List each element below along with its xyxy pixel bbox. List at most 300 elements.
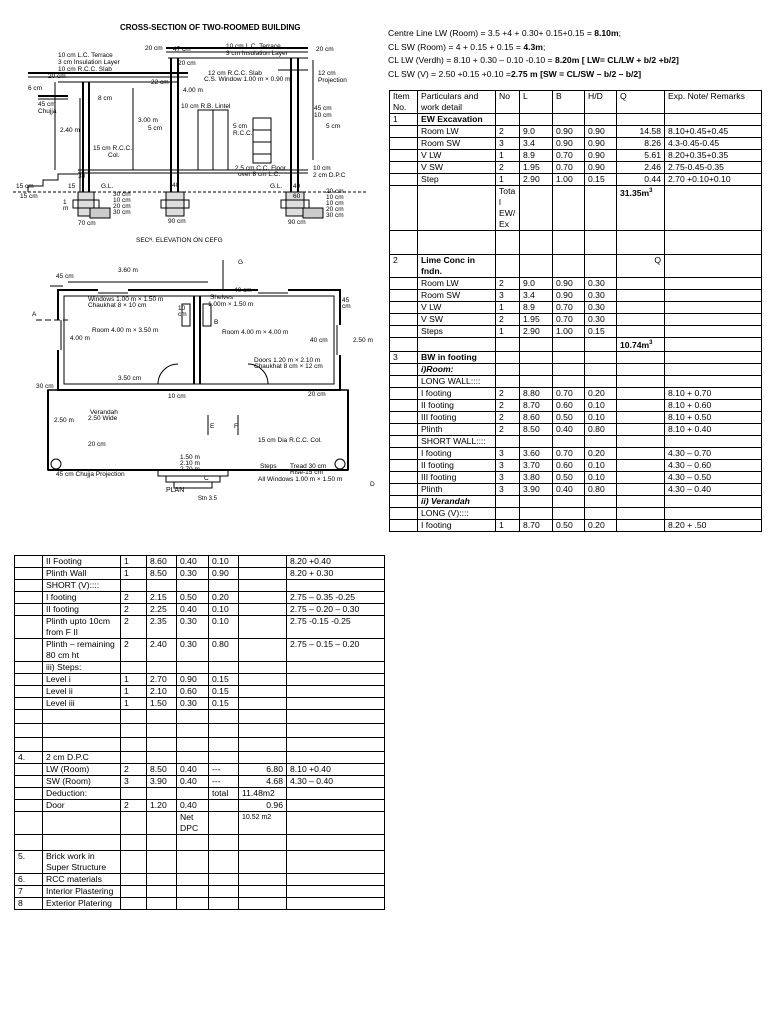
table-cell bbox=[585, 507, 617, 519]
header-cell: Particulars and work detail bbox=[418, 91, 496, 114]
dim-label: 10 cm R.B. Lintel bbox=[181, 103, 231, 110]
table-cell: II Footing bbox=[43, 556, 121, 568]
table-cell: III footing bbox=[418, 411, 496, 423]
table-cell bbox=[617, 435, 665, 447]
table-cell: Plinth bbox=[418, 483, 496, 495]
table-cell bbox=[15, 604, 43, 616]
table-cell: 0.90 bbox=[585, 162, 617, 174]
table-cell bbox=[665, 495, 762, 507]
note-value: 2.75 m [SW = CL/SW – b/2 – b/2] bbox=[510, 68, 642, 79]
dim-label: 30 cm bbox=[326, 212, 344, 219]
table-cell bbox=[390, 471, 418, 483]
header-cell: L bbox=[520, 91, 553, 114]
table-cell bbox=[520, 114, 553, 126]
table-cell bbox=[520, 435, 553, 447]
table-cell bbox=[147, 710, 177, 724]
table-row bbox=[390, 278, 762, 290]
table-cell bbox=[617, 363, 665, 375]
table-cell bbox=[585, 351, 617, 363]
table-row bbox=[390, 423, 762, 435]
plan-label: 45 cm Chujja Projection bbox=[56, 471, 125, 478]
table-cell: 1.20 bbox=[147, 800, 177, 812]
plan-label: 40 cm bbox=[310, 337, 328, 344]
table-cell: 0.70 bbox=[553, 314, 585, 326]
table-row bbox=[15, 710, 385, 724]
plan-label: Shelves bbox=[210, 294, 234, 301]
header-cell: H/D bbox=[585, 91, 617, 114]
table-cell: 2 bbox=[390, 255, 418, 278]
table-cell: 0.80 bbox=[585, 423, 617, 435]
table-row bbox=[390, 302, 762, 314]
table-cell bbox=[553, 435, 585, 447]
table-cell bbox=[287, 812, 385, 835]
plan-label: Chaukhat 8 × 10 cm bbox=[88, 302, 147, 309]
table-cell bbox=[15, 788, 43, 800]
table-cell: 1.00 bbox=[553, 174, 585, 186]
table-cell bbox=[390, 290, 418, 302]
table-cell: 2 bbox=[496, 387, 520, 399]
table-cell: 2.75-0.45-0.35 bbox=[665, 162, 762, 174]
table-cell: 0.10 bbox=[585, 411, 617, 423]
plan-label: A bbox=[32, 311, 37, 318]
table-row bbox=[15, 639, 385, 662]
table-cell: Level ii bbox=[43, 686, 121, 698]
table-cell: 8.10 + 0.60 bbox=[665, 399, 762, 411]
table-cell: $10.74m^3$ bbox=[617, 338, 665, 352]
table-cell bbox=[390, 186, 418, 231]
table-cell bbox=[418, 338, 496, 352]
plan-label: 4.00 m bbox=[70, 335, 90, 342]
table-cell: BW in footing bbox=[418, 351, 496, 363]
plan-label: 20 cm bbox=[308, 391, 326, 398]
table-cell bbox=[520, 255, 553, 278]
note-value: 8.10m bbox=[594, 28, 619, 38]
table-cell bbox=[665, 326, 762, 338]
dim-label: 5 cm bbox=[233, 123, 248, 130]
table-cell bbox=[177, 898, 209, 910]
table-cell bbox=[177, 662, 209, 674]
table-cell bbox=[496, 255, 520, 278]
table-cell bbox=[390, 174, 418, 186]
table-cell bbox=[15, 639, 43, 662]
table-cell bbox=[177, 710, 209, 724]
table-cell: 4.30 – 0.50 bbox=[665, 471, 762, 483]
plan-label: 15 cm Dia R.C.C. Col. bbox=[258, 437, 322, 444]
table-cell bbox=[43, 812, 121, 835]
table-cell: 0.30 bbox=[585, 290, 617, 302]
table-row bbox=[390, 459, 762, 471]
table-cell: 0.96 bbox=[239, 800, 287, 812]
dim-label: 30 bbox=[78, 173, 86, 180]
dim-label: 10 cm L.C. Terrace bbox=[226, 43, 281, 50]
note-text: CL SW (Room) = 4 + 0.15 + 0.15 = bbox=[388, 41, 524, 52]
table-cell: 0.15 bbox=[209, 698, 239, 710]
table-cell: 8.80 bbox=[520, 387, 553, 399]
table-cell bbox=[147, 738, 177, 752]
dim-label: 2.5 cm C.C. Floor bbox=[235, 165, 286, 172]
table-cell: 5.61 bbox=[617, 150, 665, 162]
table-cell bbox=[239, 851, 287, 874]
table-cell: 0.70 bbox=[553, 302, 585, 314]
table-cell: 8.10 + 0.70 bbox=[665, 387, 762, 399]
table-cell: 0.15 bbox=[585, 174, 617, 186]
dim-label: 15 cm bbox=[20, 193, 38, 200]
table-cell bbox=[239, 580, 287, 592]
table-cell bbox=[553, 363, 585, 375]
table-cell bbox=[665, 507, 762, 519]
table-cell: 2 bbox=[121, 604, 147, 616]
table-cell bbox=[147, 898, 177, 910]
table-cell: Interior Plastering bbox=[43, 886, 121, 898]
table-cell: 4. bbox=[15, 752, 43, 764]
table-cell: 1.95 bbox=[520, 314, 553, 326]
table-row bbox=[390, 435, 762, 447]
table-cell: 0.40 bbox=[553, 423, 585, 435]
table-cell: V LW bbox=[418, 150, 496, 162]
table-cell bbox=[239, 556, 287, 568]
table-cell bbox=[617, 114, 665, 126]
table-cell: Plinth upto 10cm from F II bbox=[43, 616, 121, 639]
plan-label: Rise-15 cm bbox=[290, 469, 323, 476]
table-cell bbox=[617, 495, 665, 507]
table-cell: 8.70 bbox=[520, 399, 553, 411]
table-cell: 0.90 bbox=[553, 290, 585, 302]
plan-label: Room 4.00 m × 4.00 m bbox=[222, 329, 289, 336]
table-row bbox=[15, 874, 385, 886]
table-cell bbox=[496, 363, 520, 375]
table-cell bbox=[390, 126, 418, 138]
table-cell bbox=[665, 231, 762, 255]
table-cell bbox=[121, 710, 147, 724]
table-cell: 2.75 – 0.20 – 0.30 bbox=[287, 604, 385, 616]
table-cell: 0.90 bbox=[553, 138, 585, 150]
table-cell: 0.15 bbox=[209, 686, 239, 698]
table-cell: 1 bbox=[121, 698, 147, 710]
table-cell bbox=[390, 519, 418, 531]
dim-label: 45 cm bbox=[38, 101, 56, 108]
plan-label: Windows 1.00 m × 1.50 m bbox=[88, 296, 164, 303]
table-cell: SW (Room) bbox=[43, 776, 121, 788]
table-cell bbox=[239, 898, 287, 910]
table-cell bbox=[496, 351, 520, 363]
table-cell bbox=[496, 495, 520, 507]
table-cell bbox=[121, 738, 147, 752]
table-cell: 0.80 bbox=[209, 639, 239, 662]
table-cell bbox=[390, 495, 418, 507]
table-cell: 8.60 bbox=[520, 411, 553, 423]
plan-label: Verandah bbox=[90, 409, 118, 416]
table-cell: 2.25 bbox=[147, 604, 177, 616]
table-row bbox=[15, 752, 385, 764]
table-cell: Door bbox=[43, 800, 121, 812]
table-cell: 8.10 + 0.40 bbox=[665, 423, 762, 435]
table-cell bbox=[496, 114, 520, 126]
table-cell: 0.60 bbox=[553, 459, 585, 471]
table-cell bbox=[390, 278, 418, 290]
table-cell: 4.30 – 0.60 bbox=[665, 459, 762, 471]
table-cell: V SW bbox=[418, 162, 496, 174]
table-cell: Brick work in Super Structure bbox=[43, 851, 121, 874]
table-cell bbox=[15, 776, 43, 788]
table-cell bbox=[121, 886, 147, 898]
table-cell: I footing bbox=[43, 592, 121, 604]
plan-caption: PLAN bbox=[166, 487, 185, 494]
table-cell bbox=[665, 363, 762, 375]
table-cell bbox=[617, 447, 665, 459]
table-cell bbox=[520, 375, 553, 387]
table-cell: 0.70 bbox=[553, 162, 585, 174]
plan-label: 45 cm bbox=[56, 273, 74, 280]
table-cell bbox=[239, 616, 287, 639]
table-cell: 4.30 – 0.40 bbox=[287, 776, 385, 788]
table-cell bbox=[665, 114, 762, 126]
table-cell: total bbox=[209, 788, 239, 800]
table-cell: 1 bbox=[496, 302, 520, 314]
table-cell: 10.52 m2 bbox=[239, 812, 287, 835]
table-cell: 2.46 bbox=[617, 162, 665, 174]
table-cell: i)Room: bbox=[418, 363, 496, 375]
dim-label: 5 cm bbox=[326, 123, 341, 130]
plan-label: 1.00m × 1.50 m bbox=[208, 301, 254, 308]
table-cell bbox=[15, 710, 43, 724]
table-cell: Level i bbox=[43, 674, 121, 686]
table-cell bbox=[15, 592, 43, 604]
table-cell: 8.50 bbox=[520, 423, 553, 435]
table-cell: 8.9 bbox=[520, 150, 553, 162]
table-cell bbox=[520, 351, 553, 363]
plan-label: Room 4.00 m × 3.50 m bbox=[92, 327, 159, 334]
table-cell: ii) Verandah bbox=[418, 495, 496, 507]
table-cell: LONG WALL:::: bbox=[418, 375, 496, 387]
dim-label: 20 cm bbox=[48, 73, 66, 80]
plan-label: F bbox=[234, 423, 238, 430]
table-cell bbox=[520, 495, 553, 507]
table-cell bbox=[209, 724, 239, 738]
table-row bbox=[15, 764, 385, 776]
table-cell bbox=[209, 710, 239, 724]
table-cell bbox=[147, 662, 177, 674]
dim-label: 3.00 m bbox=[138, 117, 158, 124]
table-cell: 3.90 bbox=[147, 776, 177, 788]
table-cell bbox=[15, 568, 43, 580]
table-row bbox=[15, 835, 385, 851]
table-cell bbox=[585, 435, 617, 447]
dim-label: 10 cm bbox=[326, 200, 344, 207]
table-cell bbox=[585, 363, 617, 375]
superscript-3: 3 bbox=[649, 340, 653, 346]
dim-label: 10 cm R.C.C. Slab bbox=[58, 66, 112, 73]
table-cell bbox=[553, 495, 585, 507]
table-cell bbox=[390, 459, 418, 471]
table-row bbox=[390, 186, 762, 231]
table-cell bbox=[617, 507, 665, 519]
table-cell bbox=[121, 812, 147, 835]
plan-label: 40 cm bbox=[234, 287, 252, 294]
table-cell bbox=[585, 255, 617, 278]
table-cell: 0.30 bbox=[177, 568, 209, 580]
table-cell bbox=[177, 874, 209, 886]
table-cell: 8.50 bbox=[147, 764, 177, 776]
table-cell: 0.20 bbox=[585, 519, 617, 531]
table-cell: 4.3-0.45-0.45 bbox=[665, 138, 762, 150]
dim-label: 22 cm bbox=[151, 79, 169, 86]
table-cell bbox=[209, 800, 239, 812]
dim-label: 15 bbox=[68, 183, 76, 190]
table-cell bbox=[617, 399, 665, 411]
table-cell: 2 bbox=[496, 411, 520, 423]
table-cell: 0.10 bbox=[209, 616, 239, 639]
table-cell bbox=[617, 375, 665, 387]
table-cell bbox=[177, 886, 209, 898]
table-cell: 2.75 – 0.15 – 0.20 bbox=[287, 639, 385, 662]
table-cell bbox=[553, 375, 585, 387]
table-cell bbox=[287, 886, 385, 898]
table-cell bbox=[15, 674, 43, 686]
table-cell bbox=[617, 471, 665, 483]
table-cell bbox=[665, 255, 762, 278]
dim-label: Col. bbox=[108, 152, 120, 159]
table-cell: 0.50 bbox=[553, 471, 585, 483]
dim-label: 30 cm bbox=[113, 191, 131, 198]
table-cell bbox=[287, 686, 385, 698]
table-cell: 0.20 bbox=[585, 447, 617, 459]
table-cell: 0.44 bbox=[617, 174, 665, 186]
table-cell bbox=[209, 886, 239, 898]
dim-label: 45 cm bbox=[314, 105, 332, 112]
table-cell bbox=[209, 580, 239, 592]
plan-label: 10 cm bbox=[168, 393, 186, 400]
table-cell: 1 bbox=[496, 326, 520, 338]
table-cell: 0.70 bbox=[553, 447, 585, 459]
table-cell: Plinth Wall bbox=[43, 568, 121, 580]
table-row bbox=[390, 375, 762, 387]
table-cell: 0.70 bbox=[553, 387, 585, 399]
table-cell: 0.40 bbox=[177, 556, 209, 568]
dim-label: 47 cm bbox=[173, 46, 191, 53]
header-cell: Item No. bbox=[390, 91, 418, 114]
table-cell bbox=[553, 255, 585, 278]
table-cell: 3.70 bbox=[520, 459, 553, 471]
table-cell: 8.10 + 0.50 bbox=[665, 411, 762, 423]
table-cell: 4.68 bbox=[239, 776, 287, 788]
table-cell bbox=[239, 639, 287, 662]
table-cell bbox=[287, 800, 385, 812]
table-cell: 8.26 bbox=[617, 138, 665, 150]
table-cell: 2.90 bbox=[520, 326, 553, 338]
table-cell bbox=[496, 231, 520, 255]
table-cell: 0.90 bbox=[177, 674, 209, 686]
table-cell: 1 bbox=[121, 686, 147, 698]
plan-label: Doors 1.20 m × 2.10 m bbox=[254, 357, 321, 364]
table-cell bbox=[239, 604, 287, 616]
table-cell bbox=[390, 150, 418, 162]
table-cell bbox=[390, 435, 418, 447]
table-cell bbox=[287, 874, 385, 886]
table-cell: 8.50 bbox=[147, 568, 177, 580]
table-cell: 4.30 – 0.40 bbox=[665, 483, 762, 495]
table-cell bbox=[617, 483, 665, 495]
table-row bbox=[390, 507, 762, 519]
plan-label: Tread 30 cm bbox=[290, 463, 327, 470]
plan-label: 2.10 m bbox=[180, 460, 200, 467]
table-cell bbox=[15, 835, 43, 851]
table-cell: 8.70 bbox=[520, 519, 553, 531]
dim-label: 3 cm Insulation Layer bbox=[58, 59, 120, 66]
table-cell: 0.30 bbox=[177, 616, 209, 639]
table-cell: 6.80 bbox=[239, 764, 287, 776]
table-cell bbox=[121, 835, 147, 851]
plan-label: 30 cm bbox=[36, 383, 54, 390]
dim-label: 12 cm R.C.C. Slab bbox=[208, 70, 262, 77]
table-row bbox=[390, 150, 762, 162]
header-cell: B bbox=[553, 91, 585, 114]
table-cell: 2.40 bbox=[147, 639, 177, 662]
table-cell bbox=[665, 278, 762, 290]
table-cell: 2.70 bbox=[147, 674, 177, 686]
table-cell bbox=[617, 231, 665, 255]
table-cell bbox=[239, 874, 287, 886]
table-cell: 2 bbox=[121, 800, 147, 812]
table-cell bbox=[585, 495, 617, 507]
table-cell bbox=[147, 788, 177, 800]
table-row bbox=[390, 519, 762, 531]
table-cell: 1 bbox=[496, 150, 520, 162]
table-cell: 8.20 +0.40 bbox=[287, 556, 385, 568]
table-cell bbox=[496, 338, 520, 352]
dim-label: m bbox=[63, 205, 69, 212]
table-cell: 0.10 bbox=[209, 604, 239, 616]
dim-label: 6 cm bbox=[28, 85, 43, 92]
plan-label: cm bbox=[178, 311, 187, 318]
table-cell bbox=[209, 662, 239, 674]
table-cell bbox=[15, 812, 43, 835]
table-cell bbox=[390, 138, 418, 150]
table-row bbox=[390, 363, 762, 375]
table-cell bbox=[418, 186, 496, 231]
note-value: 4.3m bbox=[523, 41, 543, 52]
table-cell bbox=[520, 186, 553, 231]
table-cell bbox=[177, 724, 209, 738]
table-cell: 3.4 bbox=[520, 138, 553, 150]
table-cell bbox=[209, 812, 239, 835]
dim-label: G.L. bbox=[101, 183, 114, 190]
table-row bbox=[390, 471, 762, 483]
table-row bbox=[15, 851, 385, 874]
table-cell: 1.00 bbox=[553, 326, 585, 338]
dim-label: 10 cm L.C. Terrace bbox=[58, 52, 113, 59]
table-cell bbox=[287, 835, 385, 851]
table-cell: 0.50 bbox=[553, 411, 585, 423]
table-cell bbox=[15, 738, 43, 752]
table-cell: 0.50 bbox=[553, 519, 585, 531]
section-caption: SECᴺ. ELEVATION ON CEFG bbox=[136, 237, 223, 244]
table-cell: 7 bbox=[15, 886, 43, 898]
plan-label: 3.50 cm bbox=[118, 375, 142, 382]
table-cell bbox=[147, 886, 177, 898]
table-cell bbox=[287, 752, 385, 764]
table-cell: 2 bbox=[496, 278, 520, 290]
table-cell: I footing bbox=[418, 447, 496, 459]
table-cell bbox=[617, 519, 665, 531]
table-cell: RCC materials bbox=[43, 874, 121, 886]
table-cell bbox=[287, 724, 385, 738]
estimate-table-2 bbox=[14, 555, 385, 910]
table-cell bbox=[553, 338, 585, 352]
table-cell: V LW bbox=[418, 302, 496, 314]
table-cell: SHORT (V):::: bbox=[43, 580, 121, 592]
table-cell: 3.80 bbox=[520, 471, 553, 483]
dim-label: 4.00 m bbox=[183, 87, 203, 94]
